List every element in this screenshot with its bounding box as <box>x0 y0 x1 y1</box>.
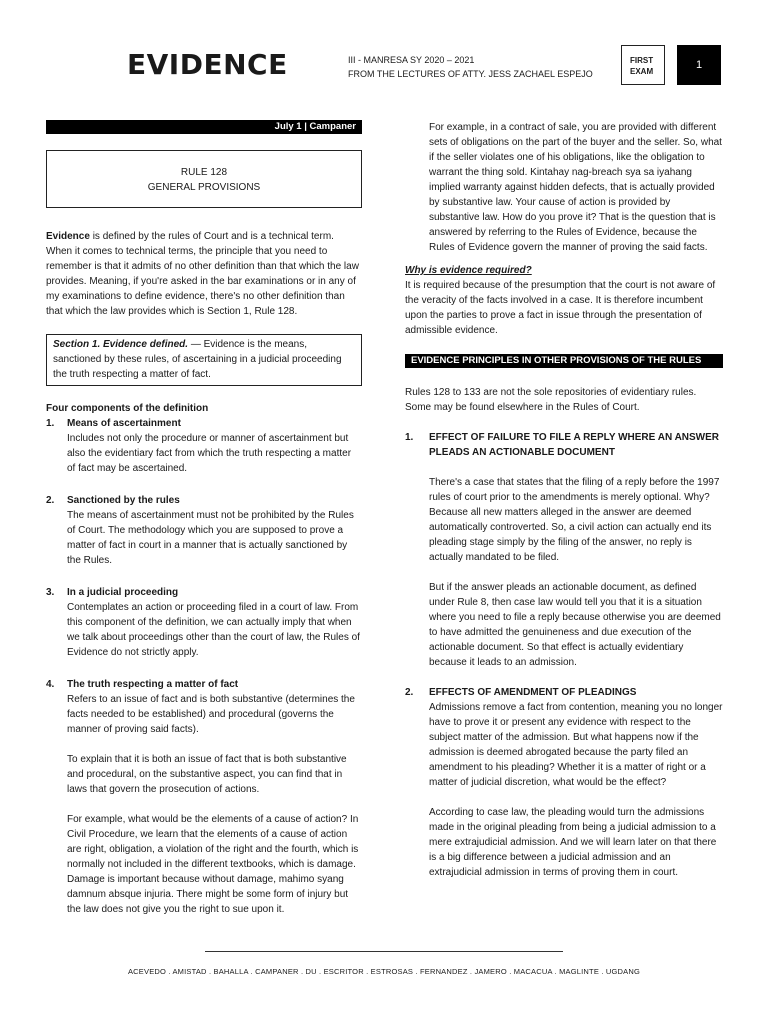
exam-label-1: FIRST <box>630 56 654 65</box>
intro-text: is defined by the rules of Court and is a technical term. When it comes to technical terms, the principle that you need to remember is that it admits of no other definition than that which the law provides. Meaning, if you're asked in the bar examinations or in any of my examinations to define evidence, there's no other definition than that which the law provides which is Section 1, Rule 128. <box>46 231 359 317</box>
intro-paragraph <box>46 229 362 319</box>
component-item <box>46 677 362 917</box>
rule-title: RULE 128 <box>180 167 228 178</box>
item-title: EFFECTS OF AMENDMENT OF PLEADINGS <box>429 687 637 698</box>
item-number: 1. <box>405 432 414 443</box>
principle-item <box>405 430 723 670</box>
item-text: Includes not only the procedure or manner of ascertainment but also the evidentiary fact from which the truth respecting a matter of fact may be ascertained. <box>67 433 352 474</box>
section-definition-box <box>46 334 362 386</box>
components-heading: Four components of the definition <box>46 403 209 414</box>
footer-divider <box>205 951 563 952</box>
left-column <box>46 120 362 917</box>
document-title: EVIDENCE <box>127 48 288 81</box>
item-number: 2. <box>405 687 414 698</box>
date-bar: July 1 | Campaner <box>46 120 362 134</box>
course-line: III - MANRESA SY 2020 – 2021 <box>348 55 475 65</box>
section-heading: Section 1. Evidence defined. <box>53 339 189 350</box>
rule-subtitle: GENERAL PROVISIONS <box>147 182 261 193</box>
item-text: To explain that it is both an issue of fact that is both substantive and procedural, on the substantive aspect, you can find that in laws that govern the prosecution of actions. <box>67 754 347 795</box>
item-text: According to case law, the pleading would turn the admissions made in the original pleading from being a judicial admission to a mere extrajudicial admission. And we will learn later on that there is a big difference between a judicial admission and an extrajudicial admission in terms of proving them in court. <box>429 807 717 878</box>
rule-box <box>46 150 362 208</box>
principles-bar: EVIDENCE PRINCIPLES IN OTHER PROVISIONS OF THE RULES <box>405 354 723 368</box>
item-title: Sanctioned by the rules <box>67 495 180 506</box>
item-title: Means of ascertainment <box>67 418 181 429</box>
exam-label-2: EXAM <box>630 67 654 76</box>
principles-text: Rules 128 to 133 are not the sole repositories of evidentiary rules. Some may be found elsewhere in the Rules of Court. <box>405 387 697 413</box>
item-number: 3. <box>46 587 55 598</box>
item-text: Admissions remove a fact from contention, meaning you no longer have to prove it or present any evidence with respect to the subject matter of the admission. But what happens now if the admission is deemed abrogated because the party filed an amendment to his pleading? Whether it is a matter of right or a matter of judicial discretion, what would be the effect? <box>429 702 723 788</box>
footer-names: ACEVEDO . AMISTAD . BAHALLA . CAMPANER . DU . ESCRITOR . ESTROSAS . FERNANDEZ . JAMERO . MACACUA . MAGLINTE . UGDANG <box>127 967 641 976</box>
item-title: In a judicial proceeding <box>67 587 179 598</box>
item-text: The means of ascertainment must not be prohibited by the Rules of Court. The methodology which you are supposed to prove a matter of fact in court in a manner that is actually sanctioned by the Rules. <box>67 510 354 566</box>
page-number: 1 <box>677 45 721 85</box>
intro-term: Evidence <box>46 231 90 242</box>
item-number: 4. <box>46 679 55 690</box>
item-number: 2. <box>46 495 55 506</box>
principle-item <box>405 685 723 880</box>
sale-example-paragraph: For example, in a contract of sale, you are provided with different sets of obligations on the part of the buyer and the seller. So, what if the seller violates one of his obligations, like the obligation to warrant the thing sold. Kintahay nag-breach sya sa iyahang implied warranty against hidden defects, that is actually provided by substantive law. Your cause of action is provided by substantive law. How do you prove it? That is the question that is answered by referring to the Rules of Evidence, because the Rules of Evidence govern the manner of proving the said facts. <box>429 122 722 253</box>
section-text: — Evidence is the means, sanctioned by these rules, of ascertaining in a judicial proceeding the truth respecting a matter of fact. <box>53 339 342 380</box>
right-column <box>405 120 723 880</box>
item-text: Contemplates an action or proceeding filed in a court of law. From this component of the definition, we can actually imply that when we talk about proceedings other than the court of law, the Rules of Evidence do not strictly apply. <box>67 602 360 658</box>
item-text: There's a case that states that the filing of a reply before the 1997 rules of court prior to the amendments is merely optional. Why? Because all new matters alleged in the answer are deemed automatically controverted. So, a civil action can actually end its pleading stage simply by the filing of the answer, no reply is actually mandated to be filed. <box>429 477 720 563</box>
item-text: Refers to an issue of fact and is both substantive (determines the facts needed to be established) and procedural (governs the manner of proving said facts). <box>67 694 355 735</box>
lecturer-line: FROM THE LECTURES OF ATTY. JESS ZACHAEL ESPEJO <box>348 69 593 79</box>
component-item <box>46 493 362 568</box>
why-text: It is required because of the presumption that the court is not aware of the veracity of the facts involved in a case. It is therefore incumbent upon the parties to prove a fact in issue through the presentation of admissible evidence. <box>405 280 716 336</box>
item-text: But if the answer pleads an actionable document, as defined under Rule 8, then case law would tell you that it is a situation where you need to file a reply because otherwise you are deemed to have admitted the genuineness and due execution of the actionable document. So that effect is actually evidentiary because it leads to an admission. <box>429 582 721 668</box>
course-info <box>348 53 593 81</box>
component-item <box>46 416 362 476</box>
component-item <box>46 585 362 660</box>
item-text: For example, what would be the elements of a cause of action? In Civil Procedure, we learn that the elements of a cause of action are right, obligation, a violation of the right and the fourth, which is normally not included in the different textbooks, which is damage. Damage is important because without damage, mahimo syang damnum absque injuria. There might be some form of injury but the law does not give you the right to sue upon it. <box>67 814 359 915</box>
exam-label-box <box>621 45 665 85</box>
item-number: 1. <box>46 418 55 429</box>
item-title: EFFECT OF FAILURE TO FILE A REPLY WHERE AN ANSWER PLEADS AN ACTIONABLE DOCUMENT <box>429 432 720 458</box>
why-heading: Why is evidence required? <box>405 265 532 276</box>
item-title: The truth respecting a matter of fact <box>67 679 239 690</box>
